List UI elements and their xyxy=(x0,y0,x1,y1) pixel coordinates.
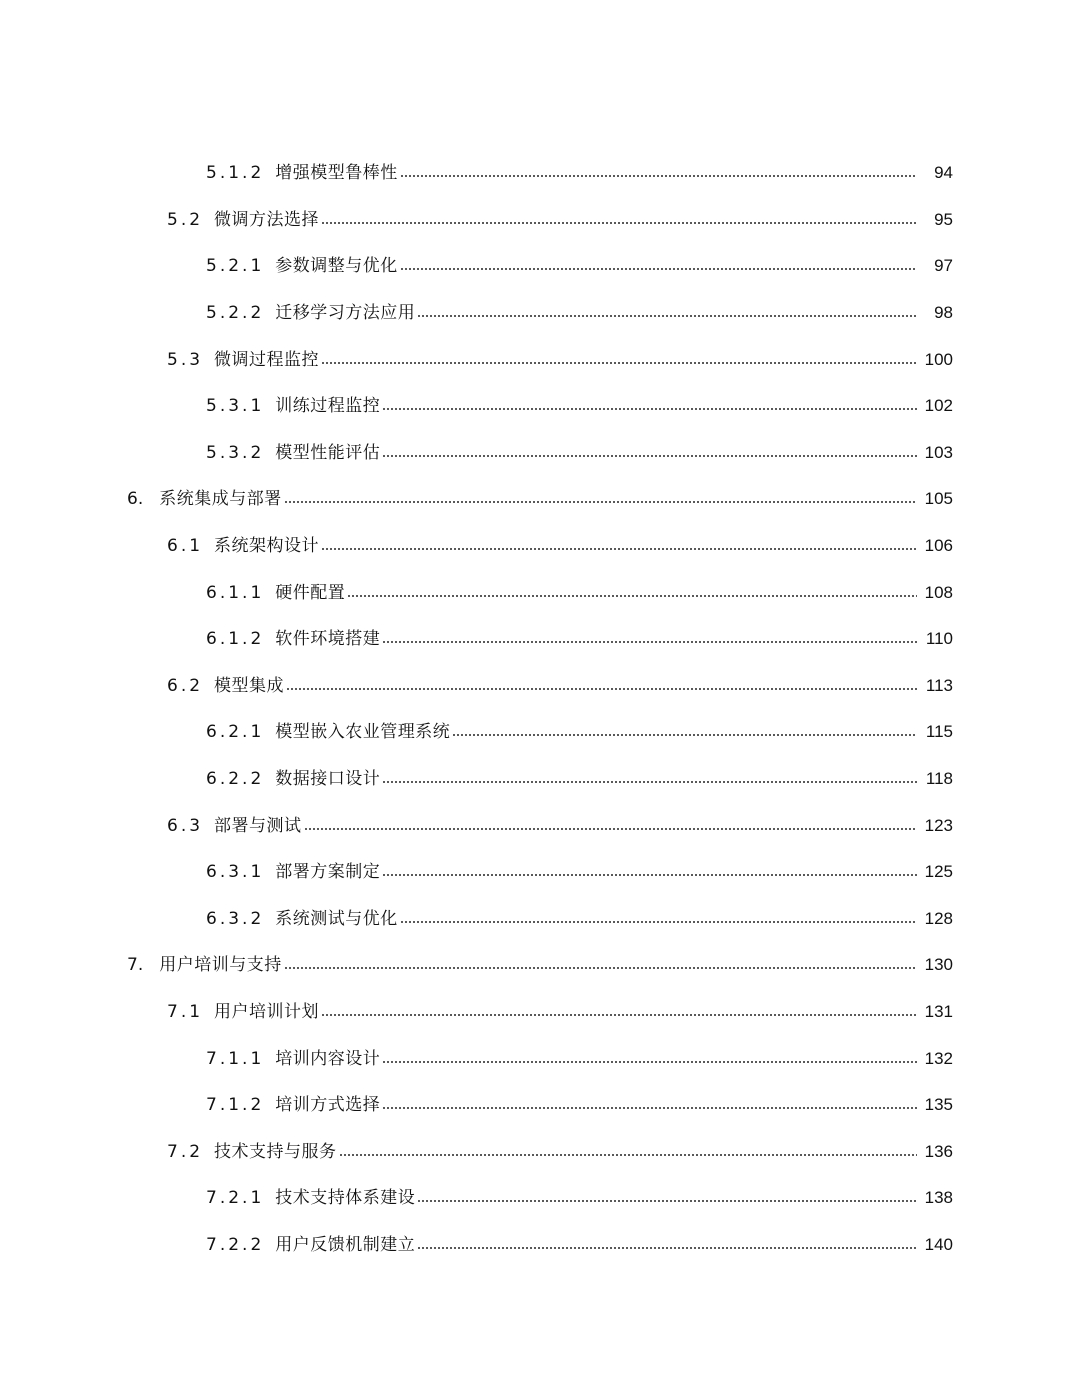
toc-entry[interactable] xyxy=(0,523,1080,570)
toc-entry-page-number: 131 xyxy=(924,1001,953,1021)
toc-entry-page-number: 102 xyxy=(924,396,953,416)
toc-entry[interactable] xyxy=(0,243,1080,290)
toc-entry-title: 软件环境搭建 xyxy=(275,629,381,650)
toc-entry-number: 5.2.2 xyxy=(206,303,265,324)
toc-entry[interactable] xyxy=(0,569,1080,616)
toc-entry-page-number: 123 xyxy=(924,815,953,835)
toc-dot-leader xyxy=(304,827,917,831)
toc-entry[interactable] xyxy=(0,1128,1080,1175)
toc-entry-title: 用户培训计划 xyxy=(214,1001,320,1022)
toc-entry-page-number: 106 xyxy=(924,536,953,556)
toc-entry-number: 6.2.2 xyxy=(206,769,265,790)
toc-entry-title: 数据接口设计 xyxy=(275,769,381,790)
toc-entry-title: 系统测试与优化 xyxy=(275,908,398,929)
toc-dot-leader xyxy=(347,594,917,598)
toc-entry-page-number: 125 xyxy=(924,862,953,882)
toc-entry-title: 用户反馈机制建立 xyxy=(275,1234,416,1255)
toc-entry-number: 6.3.1 xyxy=(206,862,265,883)
toc-entry-number: 6.2 xyxy=(167,675,204,696)
toc-dot-leader xyxy=(417,1199,917,1203)
toc-entry-number: 7.1.1 xyxy=(206,1048,265,1069)
toc-entry-title: 系统集成与部署 xyxy=(159,489,282,510)
toc-entry-number: 7.2.1 xyxy=(206,1188,265,1209)
toc-entry-title: 技术支持与服务 xyxy=(214,1141,337,1162)
toc-entry-number: 6.1.2 xyxy=(206,629,265,650)
toc-dot-leader xyxy=(321,1013,917,1017)
toc-entry-page-number: 138 xyxy=(924,1188,953,1208)
toc-entry-title: 训练过程监控 xyxy=(275,396,381,417)
table-of-contents xyxy=(0,150,1080,1268)
toc-entry-number: 7.1.2 xyxy=(206,1095,265,1116)
toc-dot-leader xyxy=(321,547,917,551)
toc-entry-number: 6. xyxy=(127,489,144,510)
toc-entry-page-number: 130 xyxy=(924,955,953,975)
toc-dot-leader xyxy=(400,174,917,178)
toc-entry[interactable] xyxy=(0,989,1080,1036)
toc-entry-title: 模型嵌入农业管理系统 xyxy=(275,722,451,743)
toc-dot-leader xyxy=(382,873,917,877)
toc-entry-page-number: 135 xyxy=(924,1095,953,1115)
toc-entry[interactable] xyxy=(0,942,1080,989)
toc-entry-title: 模型性能评估 xyxy=(275,442,381,463)
toc-dot-leader xyxy=(382,640,917,644)
toc-entry-page-number: 136 xyxy=(924,1141,953,1161)
toc-entry-page-number: 113 xyxy=(925,675,953,695)
toc-entry-title: 硬件配置 xyxy=(275,582,346,603)
toc-entry-page-number: 103 xyxy=(924,442,953,462)
toc-entry[interactable] xyxy=(0,663,1080,710)
toc-dot-leader xyxy=(400,920,917,924)
toc-entry[interactable] xyxy=(0,150,1080,197)
toc-entry-page-number: 108 xyxy=(924,582,953,602)
toc-entry-title: 系统架构设计 xyxy=(214,536,320,557)
toc-entry[interactable] xyxy=(0,896,1080,943)
toc-entry-title: 迁移学习方法应用 xyxy=(275,303,416,324)
toc-dot-leader xyxy=(382,454,917,458)
toc-entry[interactable] xyxy=(0,1082,1080,1129)
toc-entry[interactable] xyxy=(0,802,1080,849)
toc-entry-number: 7. xyxy=(127,955,144,976)
toc-entry-page-number: 98 xyxy=(934,303,953,323)
toc-entry[interactable] xyxy=(0,1035,1080,1082)
toc-dot-leader xyxy=(321,361,917,365)
toc-entry-title: 用户培训与支持 xyxy=(159,955,282,976)
toc-entry[interactable] xyxy=(0,197,1080,244)
toc-dot-leader xyxy=(339,1153,917,1157)
toc-entry-number: 6.1.1 xyxy=(206,582,265,603)
toc-entry[interactable] xyxy=(0,383,1080,430)
toc-entry-title: 微调过程监控 xyxy=(214,349,320,370)
toc-entry-page-number: 140 xyxy=(924,1234,953,1254)
toc-dot-leader xyxy=(382,1106,917,1110)
toc-entry-number: 5.2 xyxy=(167,209,204,230)
toc-entry-number: 6.2.1 xyxy=(206,722,265,743)
toc-entry-title: 模型集成 xyxy=(214,675,285,696)
toc-entry-number: 5.2.1 xyxy=(206,256,265,277)
toc-dot-leader xyxy=(284,966,917,970)
toc-dot-leader xyxy=(417,1246,917,1250)
toc-entry-title: 部署与测试 xyxy=(214,815,302,836)
toc-entry-page-number: 94 xyxy=(934,163,953,183)
toc-dot-leader xyxy=(382,780,917,784)
toc-entry-page-number: 97 xyxy=(934,256,953,276)
toc-dot-leader xyxy=(286,687,917,691)
toc-entry[interactable] xyxy=(0,849,1080,896)
toc-entry-title: 微调方法选择 xyxy=(214,209,320,230)
toc-entry-title: 部署方案制定 xyxy=(275,862,381,883)
toc-entry-title: 培训方式选择 xyxy=(275,1095,381,1116)
toc-dot-leader xyxy=(321,221,917,225)
toc-entry[interactable] xyxy=(0,756,1080,803)
toc-entry-title: 参数调整与优化 xyxy=(275,256,398,277)
toc-entry[interactable] xyxy=(0,709,1080,756)
toc-entry-page-number: 105 xyxy=(924,489,953,509)
toc-entry[interactable] xyxy=(0,1175,1080,1222)
toc-entry-number: 7.2 xyxy=(167,1141,204,1162)
toc-entry-number: 5.1.2 xyxy=(206,163,265,184)
toc-dot-leader xyxy=(452,733,917,737)
toc-dot-leader xyxy=(382,407,917,411)
toc-entry-page-number: 95 xyxy=(934,209,953,229)
toc-dot-leader xyxy=(417,314,917,318)
toc-entry-page-number: 118 xyxy=(925,769,953,789)
toc-dot-leader xyxy=(382,1060,917,1064)
toc-entry-page-number: 110 xyxy=(925,629,953,649)
toc-entry-number: 5.3.2 xyxy=(206,442,265,463)
toc-entry-number: 6.3.2 xyxy=(206,908,265,929)
toc-entry-page-number: 132 xyxy=(924,1048,953,1068)
toc-entry-number: 6.3 xyxy=(167,815,204,836)
toc-entry-title: 增强模型鲁棒性 xyxy=(275,163,398,184)
toc-entry-title: 培训内容设计 xyxy=(275,1048,381,1069)
toc-dot-leader xyxy=(284,500,917,504)
toc-entry-title: 技术支持体系建设 xyxy=(275,1188,416,1209)
toc-entry[interactable] xyxy=(0,1222,1080,1269)
toc-entry-number: 7.1 xyxy=(167,1001,204,1022)
toc-entry[interactable] xyxy=(0,290,1080,337)
toc-entry-number: 5.3.1 xyxy=(206,396,265,417)
toc-entry-page-number: 128 xyxy=(924,908,953,928)
toc-entry[interactable] xyxy=(0,616,1080,663)
toc-entry[interactable] xyxy=(0,430,1080,477)
toc-entry-page-number: 100 xyxy=(924,349,953,369)
toc-entry-number: 6.1 xyxy=(167,536,204,557)
toc-entry[interactable] xyxy=(0,476,1080,523)
toc-entry-number: 7.2.2 xyxy=(206,1234,265,1255)
toc-entry-page-number: 115 xyxy=(925,722,953,742)
toc-entry[interactable] xyxy=(0,336,1080,383)
toc-entry-number: 5.3 xyxy=(167,349,204,370)
toc-dot-leader xyxy=(400,267,917,271)
